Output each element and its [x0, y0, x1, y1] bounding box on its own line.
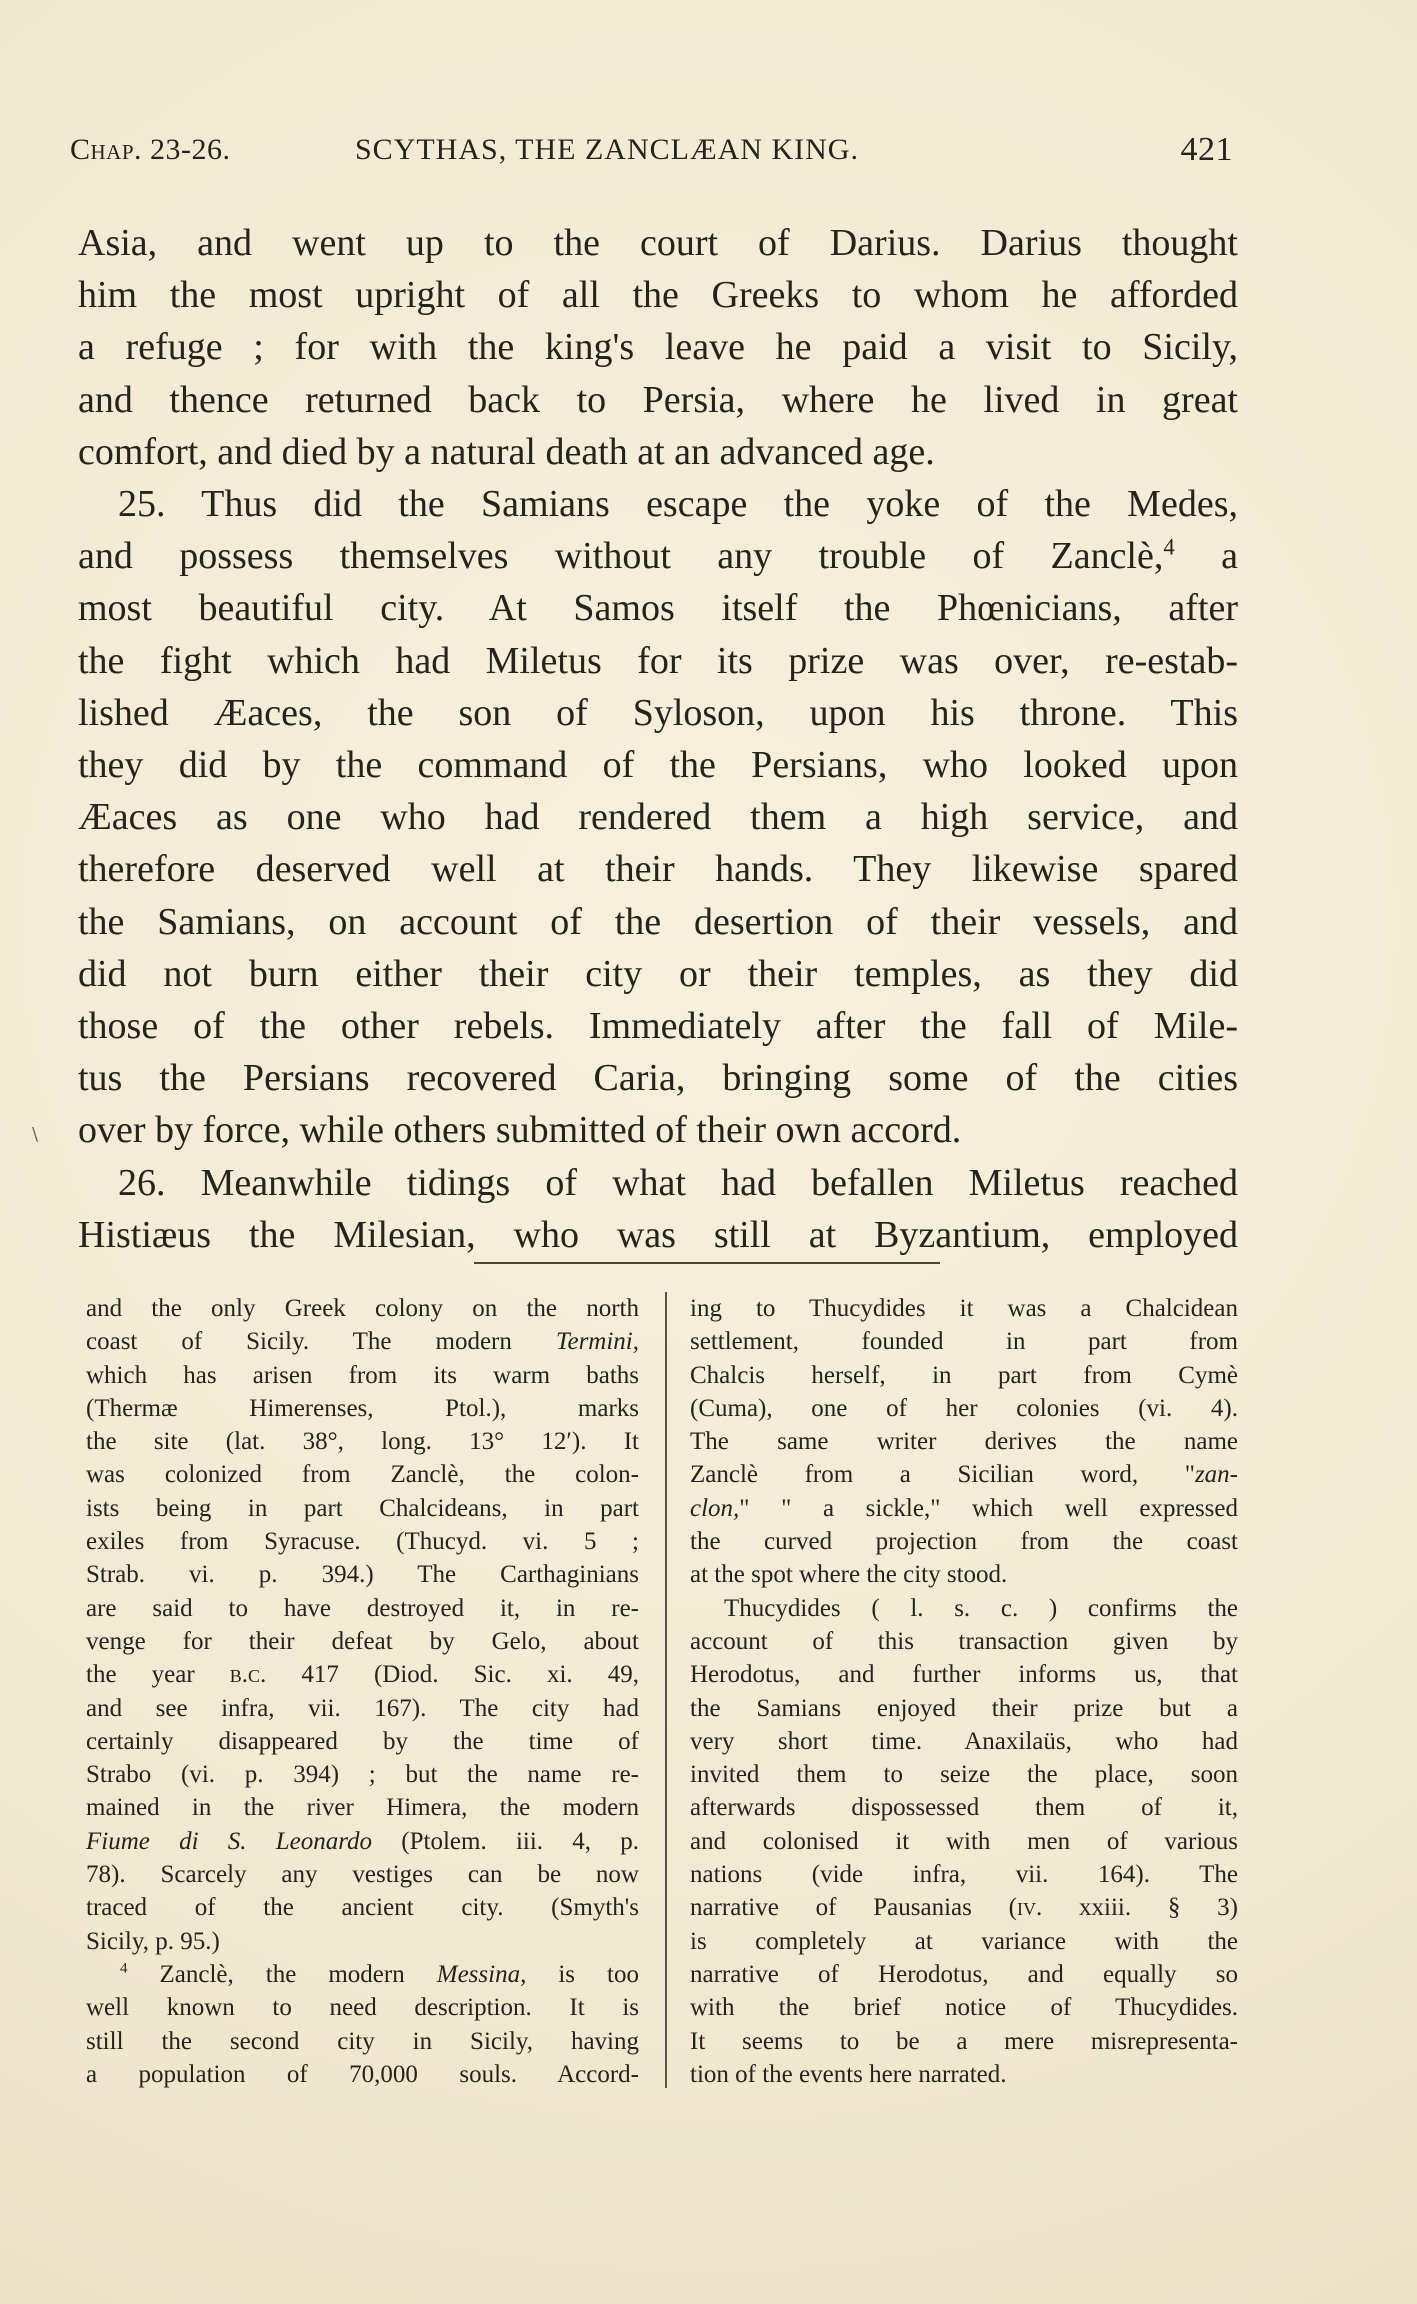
footnote-fragment: " " a sickle," which well expressed [739, 1494, 1238, 1522]
text-line: over by force, while others submitted of their own accord. [78, 1109, 962, 1152]
footnote-line: the Samians enjoyed their prize but a [690, 1694, 1238, 1722]
footnote-rule [474, 1262, 940, 1264]
footnote-line: the curved projection from the coast [690, 1528, 1238, 1556]
margin-mark: \ [32, 1124, 39, 1145]
footnotes-right-column [690, 1292, 1238, 2091]
footnote-fragment: 417 (Diod. Sic. xi. 49, [266, 1661, 640, 1689]
footnote-line: mained in the river Himera, the modern [86, 1794, 639, 1822]
footnote-line: The same writer derives the name [690, 1428, 1238, 1456]
text-line: therefore deserved well at their hands. They likewise spared [78, 848, 1238, 891]
text-line: comfort, and died by a natural death at an advanced age. [78, 430, 935, 473]
footnote-line: settlement, founded in part from [690, 1328, 1238, 1356]
footnote-line [690, 1891, 1238, 1924]
footnote-line: with the brief notice of Thucydides. [690, 1994, 1238, 2022]
footnote-line: very short time. Anaxilaüs, who had [690, 1727, 1238, 1755]
page-number: 421 [1180, 131, 1233, 168]
footnote-line: afterwards dispossessed them of it, [690, 1794, 1238, 1822]
footnote-fragment: (Ptolem. iii. 4, p. [372, 1827, 639, 1855]
text-line: the Samians, on account of the desertion of their vessels, and [78, 900, 1238, 943]
footnote-line: certainly disappeared by the time of [86, 1727, 639, 1755]
footnote-fragment: Zanclè, the modern [127, 1960, 437, 1988]
text-line: most beautiful city. At Samos itself the Phœnicians, after [78, 587, 1238, 630]
footnote-line: and see infra, vii. 167). The city had [86, 1694, 639, 1722]
footnote-line: account of this transaction given by [690, 1627, 1238, 1655]
footnote-line: traced of the ancient city. (Smyth's [86, 1894, 639, 1922]
text-line: Histiæus the Milesian, who was still at Byzantium, employed [78, 1213, 1238, 1256]
footnote-line: narrative of Herodotus, and equally so [690, 1960, 1238, 1988]
text-fragment: and possess themselves without any trouble of Zanclè, [78, 535, 1164, 578]
footnote-line [690, 1492, 1238, 1525]
column-divider [665, 1292, 667, 2088]
text-line: lished Æaces, the son of Syloson, upon his throne. This [78, 691, 1238, 734]
footnote-line: and colonised it with men of various [690, 1827, 1238, 1855]
text-fragment: a [1174, 535, 1239, 578]
footnote-line: are said to have destroyed it, in re- [86, 1594, 639, 1622]
text-line: did not burn either their city or their temples, as they did [78, 952, 1238, 995]
footnote-line: (Cuma), one of her colonies (vi. 4). [690, 1394, 1238, 1422]
footnote-line: Chalcis herself, in part from Cymè [690, 1361, 1238, 1389]
era-abbreviation: b.c. [229, 1661, 267, 1689]
footnote-line: Sicily, p. 95.) [86, 1927, 220, 1955]
footnote-line [86, 1958, 639, 1991]
footnote-line: the site (lat. 38°, long. 13° 12′). It [86, 1428, 639, 1456]
footnote-fragment: the year [86, 1661, 230, 1689]
italic-placename: Termini, [555, 1328, 639, 1356]
running-head [70, 133, 1233, 173]
footnote-line: nations (vide infra, vii. 164). The [690, 1861, 1238, 1889]
footnote-line: ists being in part Chalcideans, in part [86, 1494, 639, 1522]
footnote-line: a population of 70,000 souls. Accord- [86, 2060, 639, 2088]
text-line: those of the other rebels. Immediately after the fall of Mile- [78, 1005, 1238, 1048]
main-text [78, 217, 1238, 1261]
text-line: Æaces as one who had rendered them a high service, and [78, 796, 1238, 839]
italic-word: clon, [690, 1494, 740, 1522]
footnote-line: It seems to be a mere misrepresenta- [690, 2027, 1238, 2055]
text-line: a refuge ; for with the king's leave he paid a visit to Sicily, [78, 326, 1238, 369]
text-line: Asia, and went up to the court of Darius. Darius thought [78, 222, 1238, 264]
footnote-line: Herodotus, and further informs us, that [690, 1661, 1238, 1689]
footnote-fragment: narrative of Pausanias ( [690, 1894, 1017, 1922]
footnote-line: which has arisen from its warm baths [86, 1361, 639, 1389]
italic-placename: Messina, [436, 1960, 527, 1988]
footnote-line: is completely at variance with the [690, 1927, 1238, 1955]
footnote-line: tion of the events here narrated. [690, 2060, 1007, 2088]
footnotes-left-column [86, 1292, 639, 2091]
text-line: him the most upright of all the Greeks to whom he afforded [78, 274, 1238, 317]
footnote-line: still the second city in Sicily, having [86, 2027, 639, 2055]
footnote-reference[interactable]: 4 [1163, 534, 1175, 560]
footnote-line: well known to need description. It is [86, 1994, 639, 2022]
text-line: tus the Persians recovered Caria, bringing some of the cities [78, 1057, 1238, 1100]
text-line: and thence returned back to Persia, where he lived in great [78, 378, 1238, 421]
footnote-line: ing to Thucydides it was a Chalcidean [690, 1295, 1238, 1322]
footnote-line: Thucydides ( l. s. c. ) confirms the [724, 1594, 1238, 1622]
book-number: iv. [1016, 1894, 1043, 1922]
footnote-line: venge for their defeat by Gelo, about [86, 1627, 639, 1655]
text-line: they did by the command of the Persians, who looked upon [78, 744, 1238, 787]
footnote-line: exiles from Syracuse. (Thucyd. vi. 5 ; [86, 1528, 639, 1556]
text-line: the fight which had Miletus for its prize was over, re-estab- [78, 639, 1238, 682]
footnote-line [86, 1825, 639, 1858]
page-title: SCYTHAS, THE ZANCLÆAN KING. [355, 133, 859, 166]
footnote-fragment: Zanclè from a Sicilian word, " [690, 1461, 1195, 1489]
italic-placename: Fiume di S. Leonardo [86, 1827, 373, 1855]
footnote-number: 4 [120, 1960, 128, 1977]
footnote-line: was colonized from Zanclè, the colon- [86, 1461, 639, 1489]
chapter-reference: Chap. 23-26. [70, 133, 231, 166]
text-line: 25. Thus did the Samians escape the yoke of the Medes, [118, 483, 1238, 526]
text-line [78, 530, 1238, 582]
footnote-line [86, 1658, 639, 1691]
footnote-line: Strabo (vi. p. 394) ; but the name re- [86, 1761, 639, 1789]
footnote-fragment: is too [526, 1960, 639, 1988]
footnote-line: Strab. vi. p. 394.) The Carthaginians [86, 1561, 639, 1589]
footnote-line: and the only Greek colony on the north [86, 1295, 639, 1322]
footnote-line: invited them to seize the place, soon [690, 1761, 1238, 1789]
footnote-line: at the spot where the city stood. [690, 1561, 1008, 1589]
footnote-line: (Thermæ Himerenses, Ptol.), marks [86, 1394, 639, 1422]
footnote-line: 78). Scarcely any vestiges can be now [86, 1861, 639, 1889]
italic-word: zan- [1194, 1461, 1238, 1489]
footnote-fragment: xxiii. § 3) [1042, 1894, 1238, 1922]
footnote-line [690, 1458, 1238, 1491]
footnote-fragment: coast of Sicily. The modern [86, 1328, 556, 1356]
footnote-line [86, 1325, 639, 1358]
text-line: 26. Meanwhile tidings of what had befallen Miletus reached [118, 1161, 1238, 1204]
